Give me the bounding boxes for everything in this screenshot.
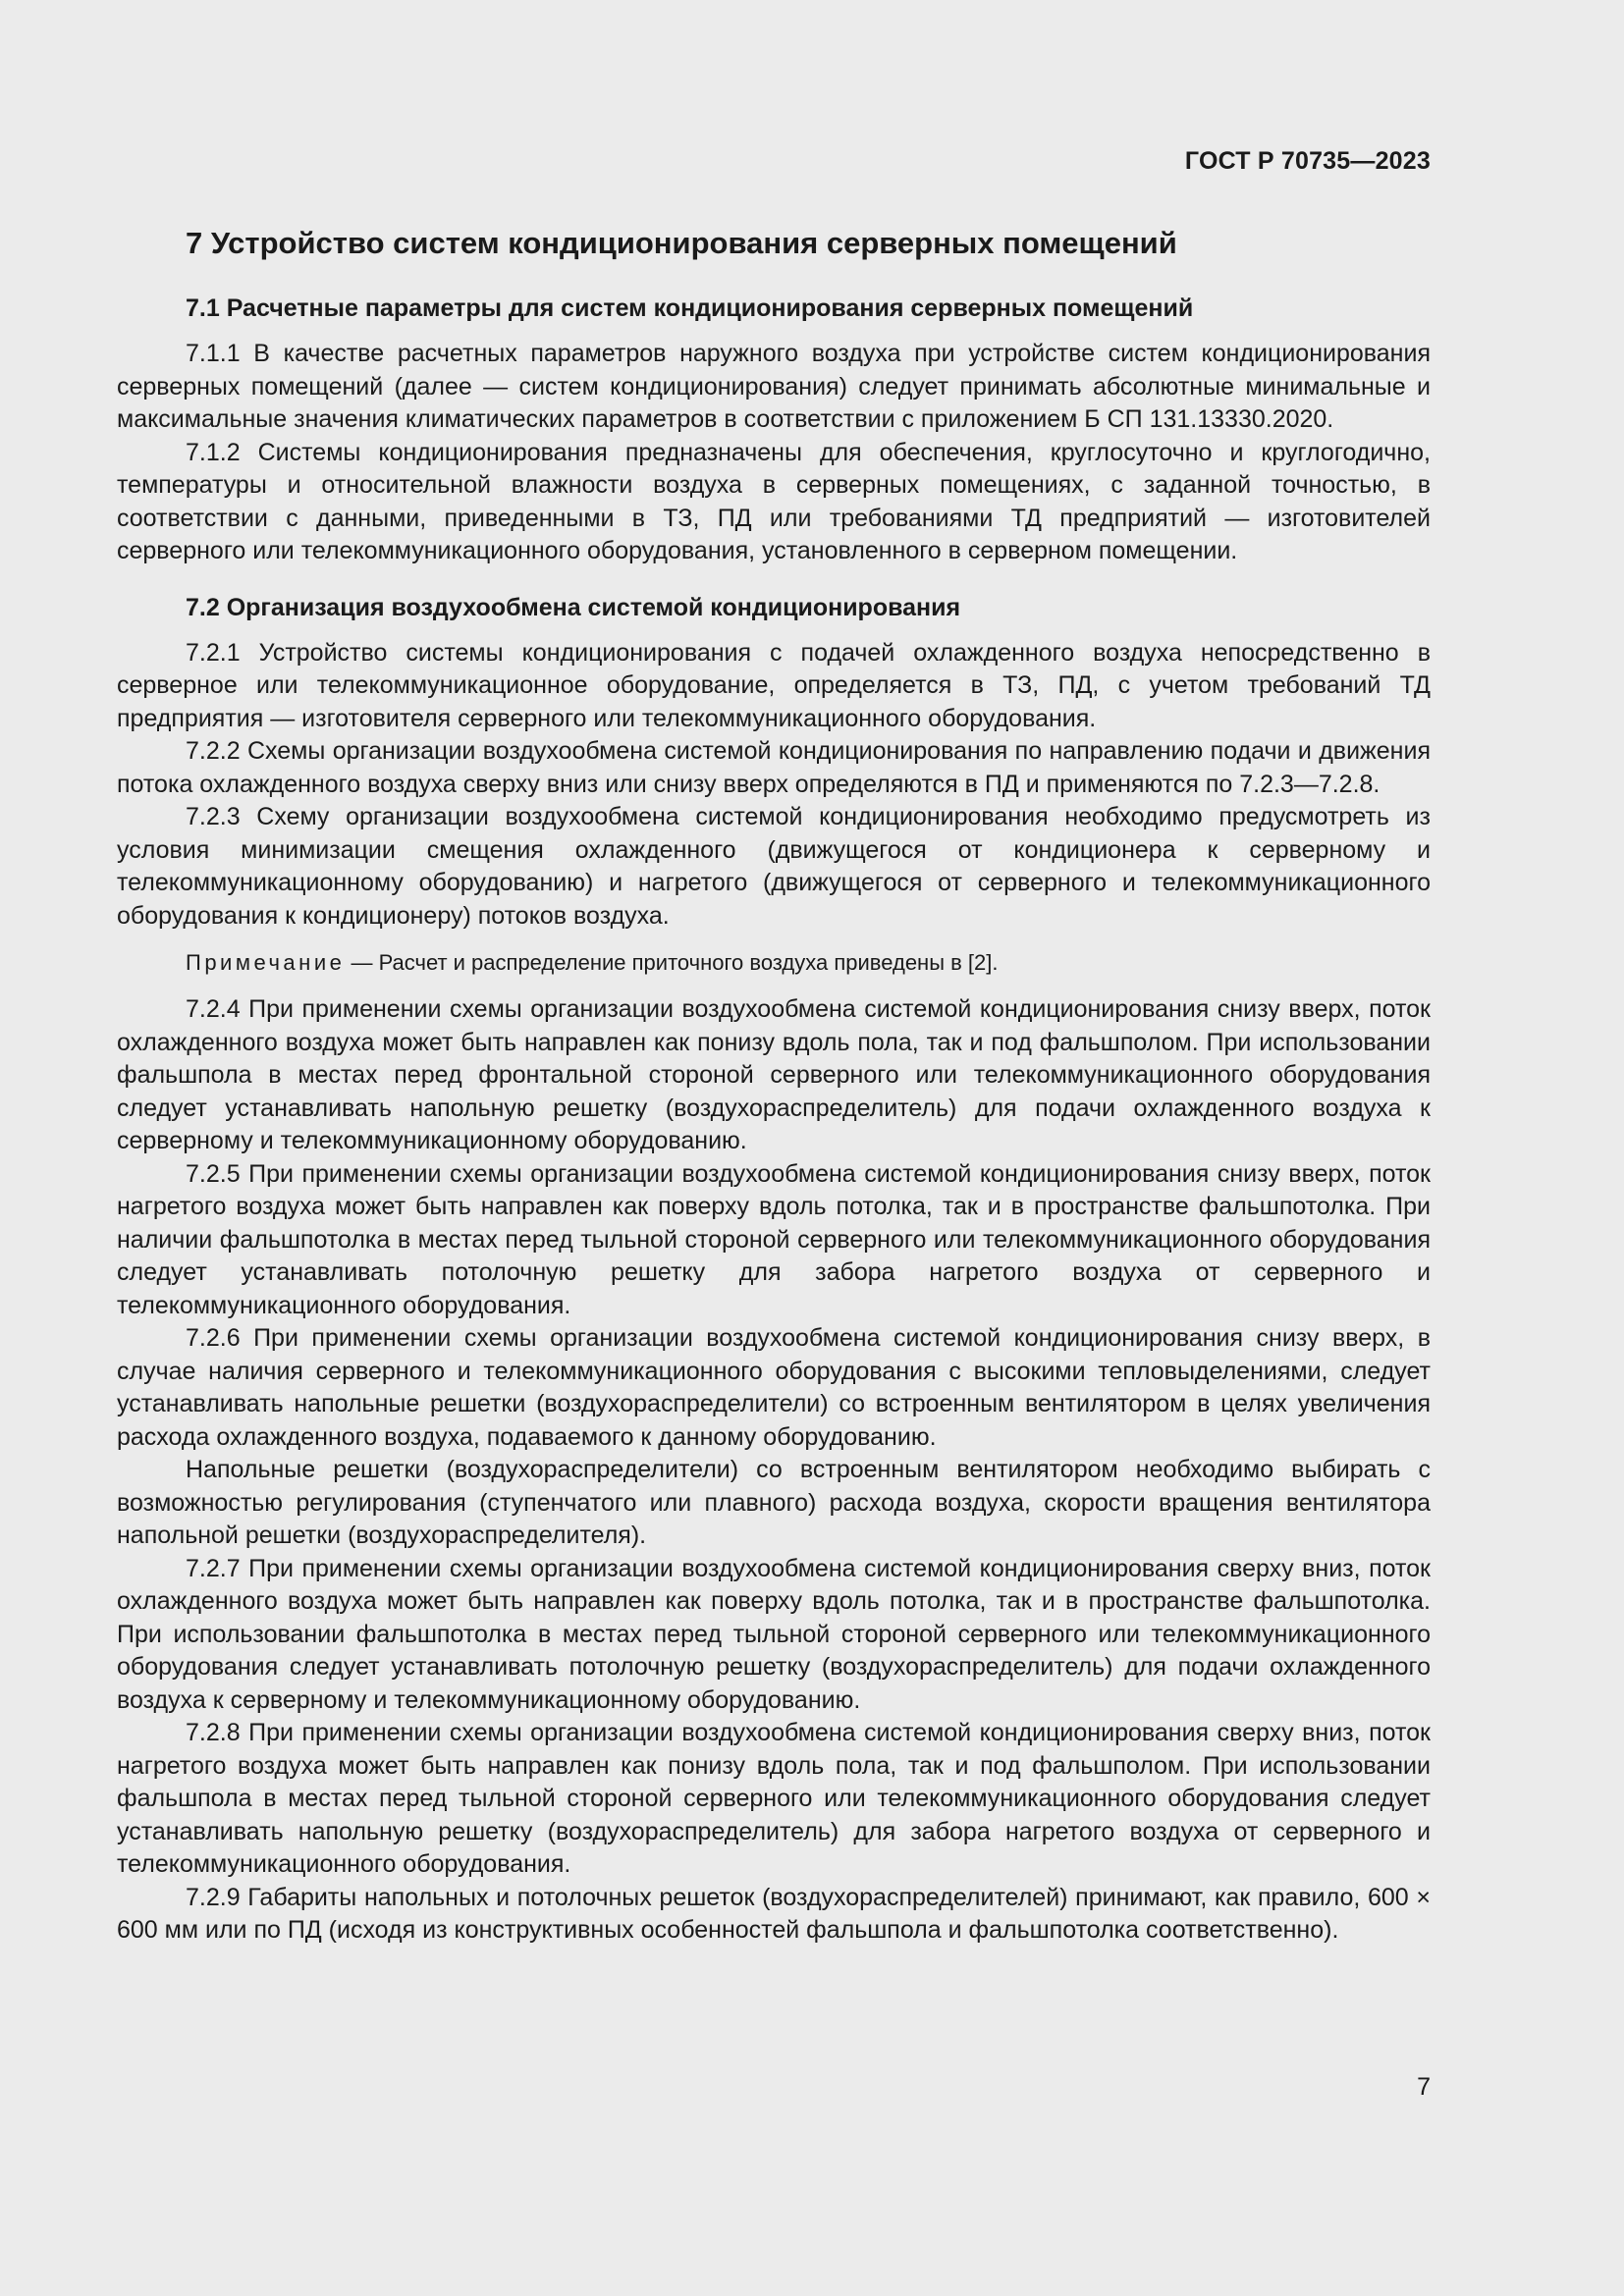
paragraph-7-2-1: 7.2.1 Устройство системы кондиционирования с подачей охлажденного воздуха непосредственно в серверное или телекоммуникационное оборудование, определяется в ТЗ, ПД, с учетом требований ТД предприятия — изготовителя серверного или телекоммуникационного оборудования. <box>117 638 1431 732</box>
paragraph-7-2-4: 7.2.4 При применении схемы организации воздухообмена системой кондиционирования снизу вверх, поток охлажденного воздуха может быть направлен как понизу вдоль пола, так и под фальшполом. При использовании фальшпола в местах перед фронтальной стороной серверного или телекоммуникационного оборудования следует устанавливать напольную решетку (воздухораспределитель) для подачи охлажденного воздуха к серверному и телекоммуникационному оборудованию. <box>117 995 1431 1154</box>
paragraph-7-1-2: 7.1.2 Системы кондиционирования предназначены для обеспечения, круглосуточно и круглогодично, температуры и относительной влажности воздуха в серверных помещениях, с заданной точностью, в соответствии с данными, приведенными в ТЗ, ПД или требованиями ТД предприятий — изготовителей серверного или телекоммуникационного оборудования, установленного в серверном помещении. <box>117 438 1431 564</box>
paragraph-7-2-2: 7.2.2 Схемы организации воздухообмена системой кондиционирования по направлению подачи и движения потока охлажденного воздуха сверху вниз или снизу вверх определяются в ПД и применяются по 7.2.3—7.2.8. <box>117 737 1431 798</box>
page-number: 7 <box>1417 2073 1431 2101</box>
paragraph-7-2-3: 7.2.3 Схему организации воздухообмена системой кондиционирования необходимо предусмотреть из условия минимизации смещения охлажденного (движущегося от кондиционера к серверному и телекоммуникационному оборудованию) и нагретого (движущегося от серверного и телекоммуникационного оборудования к кондиционеру) потоков воздуха. <box>117 803 1431 930</box>
standard-code-header: ГОСТ Р 70735—2023 <box>1184 147 1431 175</box>
note-label: Примечание <box>186 950 346 975</box>
document-content <box>117 220 1431 1948</box>
paragraph-7-2-9: 7.2.9 Габариты напольных и потолочных решеток (воздухораспределителей) принимают, как правило, 600 × 600 мм или по ПД (исходя из конструктивных особенностей фальшпола и фальшпотолка соответственно). <box>117 1883 1431 1944</box>
subsection-title-7-2: 7.2 Организация воздухообмена системой кондиционирования <box>186 593 961 621</box>
paragraph-7-2-5: 7.2.5 При применении схемы организации воздухообмена системой кондиционирования снизу вверх, поток нагретого воздуха может быть направлен как поверху вдоль потолка, так и в пространстве фальшпотолка. При наличии фальшпотолка в местах перед тыльной стороной серверного или телекоммуникационного оборудования следует устанавливать потолочную решетку для забора нагретого воздуха от серверного и телекоммуникационного оборудования. <box>117 1159 1431 1319</box>
paragraph-7-2-8: 7.2.8 При применении схемы организации воздухообмена системой кондиционирования сверху вниз, поток нагретого воздуха может быть направлен как понизу вдоль пола, так и под фальшполом. При использовании фальшпола в местах перед тыльной стороной серверного или телекоммуникационного оборудования следует устанавливать напольную решетку (воздухораспределитель) для забора нагретого воздуха от серверного и телекоммуникационного оборудования. <box>117 1719 1431 1878</box>
subsection-title-7-1: 7.1 Расчетные параметры для систем кондиционирования серверных помещений <box>186 294 1194 322</box>
note-text: — Расчет и распределение приточного воздуха приведены в [2]. <box>345 950 999 975</box>
paragraph-7-2-6-cont: Напольные решетки (воздухораспределители) со встроенным вентилятором необходимо выбирать с возможностью регулирования (ступенчатого или плавного) расхода воздуха, скорости вращения вентилятора напольной решетки (воздухораспределителя). <box>117 1456 1431 1549</box>
paragraph-7-2-7: 7.2.7 При применении схемы организации воздухообмена системой кондиционирования сверху вниз, поток охлажденного воздуха может быть направлен как поверху вдоль потолка, так и в пространстве фальшпотолка. При использовании фальшпотолка в местах перед тыльной стороной серверного или телекоммуникационного оборудования следует устанавливать потолочную решетку (воздухораспределитель) для подачи охлажденного воздуха к серверному и телекоммуникационному оборудованию. <box>117 1554 1431 1714</box>
section-title: 7 Устройство систем кондиционирования серверных помещений <box>186 226 1177 260</box>
paragraph-7-2-6: 7.2.6 При применении схемы организации воздухообмена системой кондиционирования снизу вверх, в случае наличия серверного и телекоммуникационного оборудования с высокими тепловыделениями, следует устанавливать напольные решетки (воздухораспределители) со встроенным вентилятором в целях увеличения расхода охлажденного воздуха, подаваемого к данному оборудованию. <box>117 1324 1431 1451</box>
note <box>117 946 1431 980</box>
paragraph-7-1-1: 7.1.1 В качестве расчетных параметров наружного воздуха при устройстве систем кондиционирования серверных помещений (далее — систем кондиционирования) следует принимать абсолютные минимальные и максимальные значения климатических параметров в соответствии с приложением Б СП 131.13330.2020. <box>117 340 1431 433</box>
